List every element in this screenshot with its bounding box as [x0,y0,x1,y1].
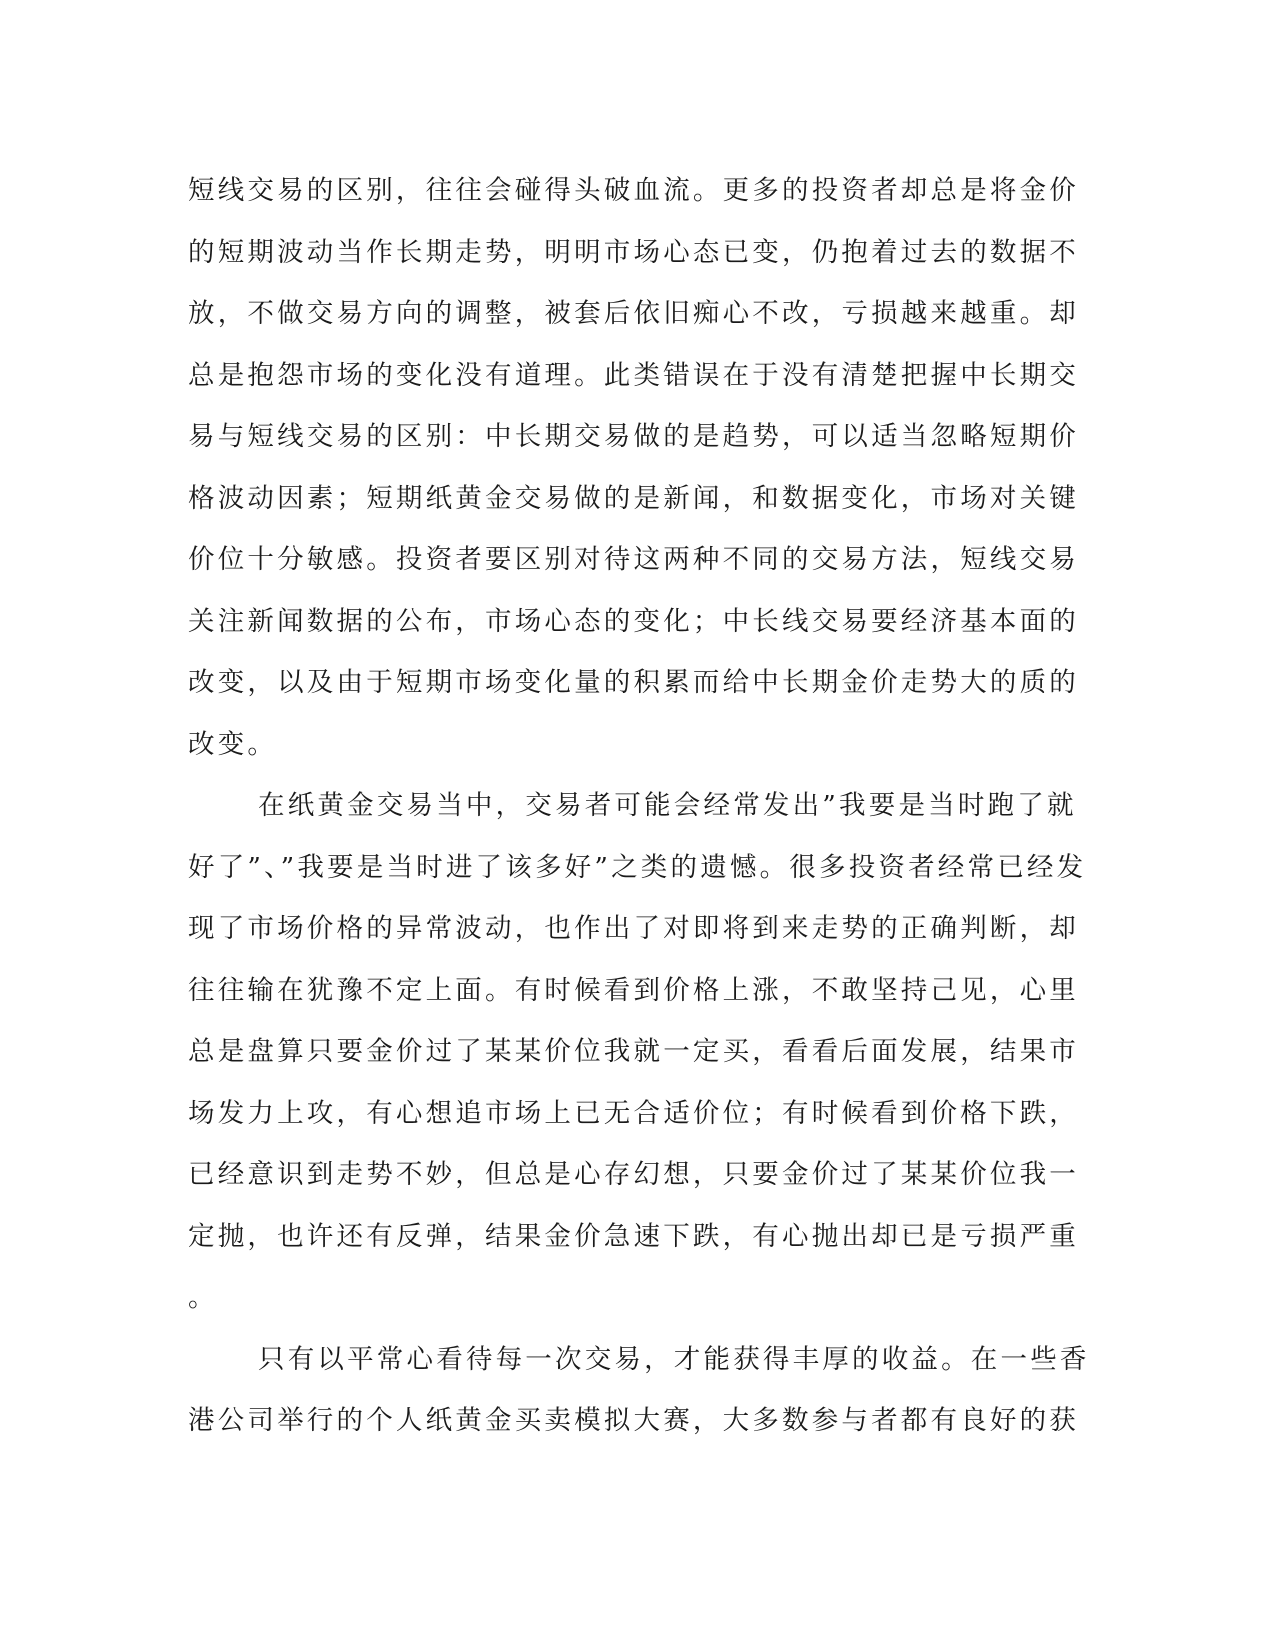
text-line: 关注新闻数据的公布，市场心态的变化；中长线交易要经济基本面的 [188,605,1079,637]
text-line: 短线交易的区别，往往会碰得头破血流。更多的投资者却总是将金价 [188,175,1079,206]
text-line: 放，不做交易方向的调整，被套后依旧痴心不改，亏损越来越重。却 [188,298,1079,329]
text-line: 。 [188,1282,218,1313]
text-line: 格波动因素；短期纸黄金交易做的是新闻，和数据变化，市场对关键 [188,482,1079,514]
paragraph-2 [188,775,1087,1329]
text-line: 改变。 [188,728,278,760]
text-line: 定抛，也许还有反弹，结果金价急速下跌，有心抛出却已是亏损严重 [188,1220,1079,1252]
text-line: 已经意识到走势不妙，但总是心存幻想，只要金价过了某某价位我一 [188,1159,1079,1190]
text-line: 场发力上攻，有心想追市场上已无合适价位；有时候看到价格下跌， [188,1097,1079,1129]
text-line: 总是盘算只要金价过了某某价位我就一定买，看看后面发展，结果市 [188,1036,1079,1067]
text-line: 往往输在犹豫不定上面。有时候看到价格上涨，不敢坚持己见，心里 [188,974,1079,1006]
text-line: 好了”、”我要是当时进了该多好”之类的遗憾。很多投资者经常已经发 [188,851,1087,883]
paragraph-1 [188,160,1079,775]
paragraph-3 [188,1329,1090,1452]
text-line: 港公司举行的个人纸黄金买卖模拟大赛，大多数参与者都有良好的获 [188,1405,1079,1436]
text-line: 只有以平常心看待每一次交易，才能获得丰厚的收益。在一些香 [258,1343,1090,1375]
text-line: 现了市场价格的异常波动，也作出了对即将到来走势的正确判断，却 [188,913,1079,944]
text-line: 价位十分敏感。投资者要区别对待这两种不同的交易方法，短线交易 [188,544,1079,575]
text-line: 易与短线交易的区别：中长期交易做的是趋势，可以适当忽略短期价 [188,421,1079,452]
document-body [188,160,1090,1452]
text-line: 在纸黄金交易当中，交易者可能会经常发出”我要是当时跑了就 [258,790,1077,821]
text-line: 改变，以及由于短期市场变化量的积累而给中长期金价走势大的质的 [188,667,1079,698]
text-line: 的短期波动当作长期走势，明明市场心态已变，仍抱着过去的数据不 [188,236,1079,268]
text-line: 总是抱怨市场的变化没有道理。此类错误在于没有清楚把握中长期交 [188,359,1079,391]
